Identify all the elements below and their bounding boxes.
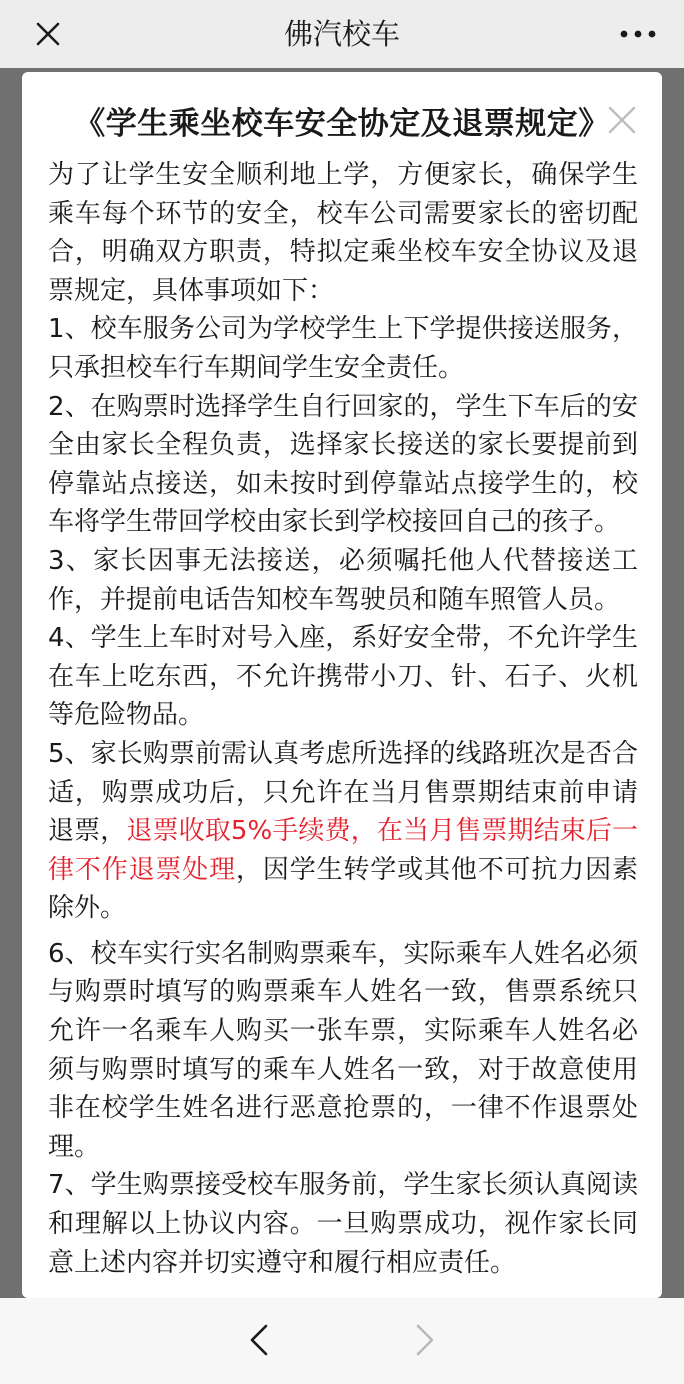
agreement-item-1: 1、校车服务公司为学校学生上下学提供接送服务，只承担校车行车期间学生安全责任。 xyxy=(48,314,638,383)
page-title: 佛汽校车 xyxy=(283,17,400,51)
item-5-text-end: ，因学生转学或其他不可抗力因素除外。 xyxy=(48,854,638,924)
agreement-item-5 xyxy=(48,735,638,928)
close-icon[interactable] xyxy=(30,16,66,52)
agreement-dialog xyxy=(22,72,662,1298)
agreement-item-7: 7、学生购票接受校车服务前，学生家长须认真阅读和理解以上协议内容。一旦购票成功，视作家长同意上述内容并切实遵守和履行相应责任。 xyxy=(48,1170,638,1278)
chevron-right-icon xyxy=(404,1320,444,1360)
dialog-close-icon[interactable] xyxy=(604,102,640,138)
agreement-item-2: 2、在购票时选择学生自行回家的，学生下车后的安全由家长全程负责，选择家长接送的家长要提前到停靠站点接送，如未按时到停靠站点接学生的，校车将学生带回学校由家长到学校接回自己的孩子。 xyxy=(48,391,638,538)
dialog-title: 《学生乘坐校车安全协定及退票规定》 xyxy=(74,106,610,142)
intro-paragraph: 为了让学生安全顺利地上学，方便家长，确保学生乘车每个环节的安全，校车公司需要家长的密切配合，明确双方职责，特拟定乘坐校车安全协议及退票规定，具体事项如下： xyxy=(48,160,638,306)
top-navigation-bar xyxy=(0,0,684,68)
more-icon[interactable] xyxy=(614,18,662,50)
item-5-text-start: 5、家长购票前需认真考虑所选择的线路班次是否合适，购票成功后，只允许在当月售票期结束前申请退票， xyxy=(48,738,638,847)
agreement-item-6: 6、校车实行实名制购票乘车，实际乘车人姓名必须与购票时填写的购票乘车人姓名一致，售票系统只允许一名乘车人购买一张车票，实际乘车人姓名必须与购票时填写的乘车人姓名一致，对于故意使用非在校学生姓名进行恶意抢票的，一律不作退票处理。 xyxy=(48,938,638,1162)
chevron-left-icon[interactable] xyxy=(240,1320,280,1360)
agreement-item-4: 4、学生上车时对号入座，系好安全带，不允许学生在车上吃东西，不允许携带小刀、针、石子、火机等危险物品。 xyxy=(48,623,638,731)
agreement-item-3: 3、家长因事无法接送，必须嘱托他人代替接送工作，并提前电话告知校车驾驶员和随车照管人员。 xyxy=(48,545,638,615)
refund-fee-highlight: 退票收取5%手续费，在当月售票期结束后一律不作退票处理 xyxy=(48,816,638,885)
bottom-navigation-bar xyxy=(0,1298,684,1384)
agreement-content xyxy=(48,156,638,1282)
